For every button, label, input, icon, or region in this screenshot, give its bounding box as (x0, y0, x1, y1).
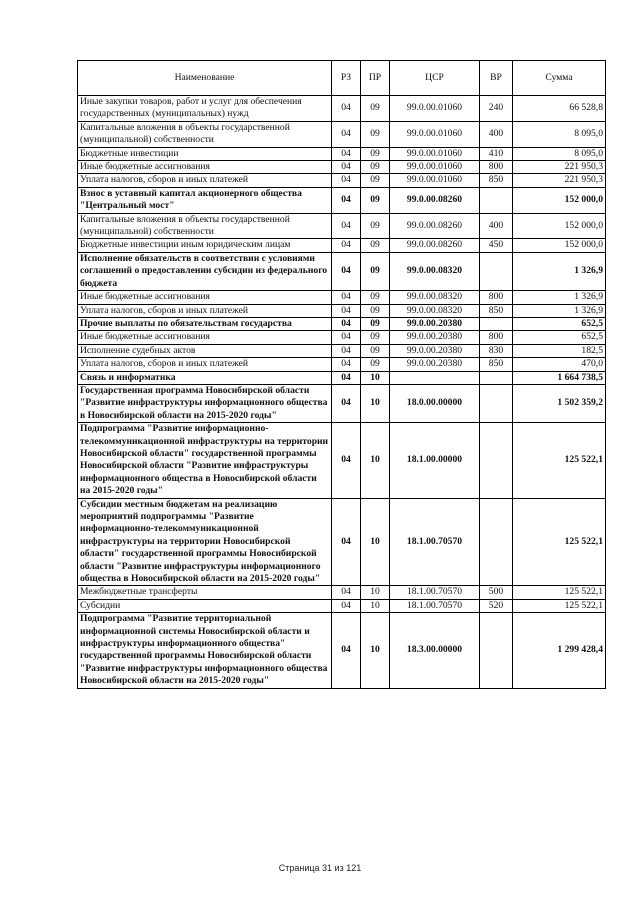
cell-sum: 125 522,1 (513, 498, 606, 586)
cell-csr: 18.1.00.70570 (390, 586, 480, 599)
cell-name: Межбюджетные трансферты (78, 586, 332, 599)
cell-rz: 04 (332, 331, 361, 344)
cell-csr: 18.1.00.00000 (390, 423, 480, 498)
cell-rz: 04 (332, 174, 361, 187)
cell-sum: 125 522,1 (513, 599, 606, 612)
table-body (78, 96, 606, 689)
table-row (78, 423, 606, 498)
cell-name: Уплата налогов, сборов и иных платежей (78, 174, 332, 187)
cell-rz: 04 (332, 121, 361, 147)
cell-pr: 09 (361, 96, 390, 122)
cell-rz: 04 (332, 371, 361, 384)
cell-name: Иные бюджетные ассигнования (78, 161, 332, 174)
cell-rz: 04 (332, 304, 361, 317)
table-row (78, 331, 606, 344)
cell-pr: 09 (361, 252, 390, 290)
cell-vr (480, 423, 513, 498)
cell-name: Связь и информатика (78, 371, 332, 384)
cell-name: Исполнение судебных актов (78, 344, 332, 357)
cell-csr: 99.0.00.08320 (390, 291, 480, 304)
cell-sum: 125 522,1 (513, 586, 606, 599)
cell-name: Бюджетные инвестиции иным юридическим лицам (78, 239, 332, 252)
cell-vr (480, 371, 513, 384)
cell-name: Подпрограмма "Развитие территориальной информационной системы Новосибирской области и инфраструктуры информационного общества" государственной программы Новосибирской области "Развитие инфраструктуры информационного общества Новосибирской области на 2015-2020 годы" (78, 613, 332, 688)
cell-vr: 800 (480, 331, 513, 344)
cell-rz: 04 (332, 358, 361, 371)
cell-pr: 09 (361, 331, 390, 344)
cell-vr: 240 (480, 96, 513, 122)
cell-csr: 18.1.00.70570 (390, 599, 480, 612)
table-row (78, 291, 606, 304)
table-row (78, 498, 606, 586)
cell-csr: 99.0.00.20380 (390, 331, 480, 344)
cell-pr: 09 (361, 317, 390, 330)
cell-pr: 10 (361, 599, 390, 612)
cell-name: Субсидии местным бюджетам на реализацию мероприятий подпрограммы "Развитие информационно-телекоммуникационной инфраструктуры на территории Новосибирской области" государственной программы Новосибирской области "Развитие инфраструктуры информационного общества в Новосибирской области на 2015-2020 годы" (78, 498, 332, 586)
budget-table (77, 60, 606, 689)
header-rz: РЗ (332, 61, 361, 96)
cell-rz: 04 (332, 384, 361, 422)
cell-vr (480, 317, 513, 330)
page-number: Страница 31 из 121 (278, 863, 362, 873)
cell-name: Уплата налогов, сборов и иных платежей (78, 304, 332, 317)
cell-pr: 09 (361, 161, 390, 174)
table-row (78, 613, 606, 688)
cell-sum: 182,5 (513, 344, 606, 357)
cell-name: Иные закупки товаров, работ и услуг для обеспечения государственных (муниципальных) нужд (78, 96, 332, 122)
cell-csr: 99.0.00.08260 (390, 239, 480, 252)
cell-vr: 850 (480, 174, 513, 187)
cell-name: Иные бюджетные ассигнования (78, 291, 332, 304)
cell-rz: 04 (332, 213, 361, 239)
cell-name: Капитальные вложения в объекты государственной (муниципальной) собственности (78, 213, 332, 239)
cell-rz: 04 (332, 187, 361, 213)
cell-rz: 04 (332, 252, 361, 290)
cell-sum: 152 000,0 (513, 187, 606, 213)
cell-pr: 10 (361, 384, 390, 422)
table-row (78, 96, 606, 122)
table-row (78, 239, 606, 252)
cell-csr: 18.3.00.00000 (390, 613, 480, 688)
cell-vr (480, 252, 513, 290)
cell-pr: 09 (361, 358, 390, 371)
table-row (78, 147, 606, 160)
cell-rz: 04 (332, 161, 361, 174)
cell-sum: 221 950,3 (513, 161, 606, 174)
header-sum: Сумма (513, 61, 606, 96)
cell-sum: 152 000,0 (513, 239, 606, 252)
cell-vr: 410 (480, 147, 513, 160)
cell-vr (480, 187, 513, 213)
cell-sum: 652,5 (513, 317, 606, 330)
cell-sum: 1 502 359,2 (513, 384, 606, 422)
cell-vr (480, 498, 513, 586)
cell-sum: 1 326,9 (513, 252, 606, 290)
cell-vr: 500 (480, 586, 513, 599)
cell-sum: 1 299 428,4 (513, 613, 606, 688)
table-row (78, 384, 606, 422)
table-row (78, 304, 606, 317)
cell-csr: 99.0.00.01060 (390, 161, 480, 174)
cell-csr: 99.0.00.01060 (390, 121, 480, 147)
cell-sum: 1 664 738,5 (513, 371, 606, 384)
cell-rz: 04 (332, 344, 361, 357)
cell-name: Бюджетные инвестиции (78, 147, 332, 160)
cell-sum: 125 522,1 (513, 423, 606, 498)
cell-pr: 09 (361, 344, 390, 357)
cell-name: Подпрограмма "Развитие информационно-телекоммуникационной инфраструктуры на территории Новосибирской области" государственной программы Новосибирской области "Развитие инфраструктуры информационного общества в Новосибирской области на 2015-2020 годы" (78, 423, 332, 498)
cell-pr: 10 (361, 613, 390, 688)
cell-csr: 99.0.00.08320 (390, 252, 480, 290)
table-header-row (78, 61, 606, 96)
cell-sum: 1 326,9 (513, 304, 606, 317)
cell-pr: 10 (361, 371, 390, 384)
cell-vr: 830 (480, 344, 513, 357)
cell-rz: 04 (332, 423, 361, 498)
table-row (78, 121, 606, 147)
cell-rz: 04 (332, 317, 361, 330)
cell-sum: 66 528,8 (513, 96, 606, 122)
cell-vr: 520 (480, 599, 513, 612)
cell-csr: 99.0.00.20380 (390, 344, 480, 357)
cell-rz: 04 (332, 239, 361, 252)
header-pr: ПР (361, 61, 390, 96)
cell-rz: 04 (332, 613, 361, 688)
cell-csr: 99.0.00.08320 (390, 304, 480, 317)
cell-sum: 8 095,0 (513, 121, 606, 147)
table-row (78, 586, 606, 599)
table-row (78, 252, 606, 290)
header-vr: ВР (480, 61, 513, 96)
cell-vr: 450 (480, 239, 513, 252)
cell-csr: 18.0.00.00000 (390, 384, 480, 422)
cell-sum: 221 950,3 (513, 174, 606, 187)
cell-name: Уплата налогов, сборов и иных платежей (78, 358, 332, 371)
cell-vr: 400 (480, 121, 513, 147)
cell-name: Иные бюджетные ассигнования (78, 331, 332, 344)
cell-name: Взнос в уставный капитал акционерного общества "Центральный мост" (78, 187, 332, 213)
cell-pr: 09 (361, 291, 390, 304)
cell-sum: 1 326,9 (513, 291, 606, 304)
cell-pr: 10 (361, 586, 390, 599)
cell-pr: 10 (361, 423, 390, 498)
cell-name: Государственная программа Новосибирской области "Развитие инфраструктуры информационного общества в Новосибирской области на 2015-2020 годы" (78, 384, 332, 422)
cell-csr: 99.0.00.20380 (390, 317, 480, 330)
table-row (78, 187, 606, 213)
table-row (78, 174, 606, 187)
cell-vr: 850 (480, 304, 513, 317)
cell-sum: 152 000,0 (513, 213, 606, 239)
header-csr: ЦСР (390, 61, 480, 96)
cell-rz: 04 (332, 147, 361, 160)
cell-csr: 99.0.00.08260 (390, 213, 480, 239)
cell-sum: 8 095,0 (513, 147, 606, 160)
cell-name: Прочие выплаты по обязательствам государства (78, 317, 332, 330)
cell-csr: 99.0.00.20380 (390, 358, 480, 371)
cell-vr: 850 (480, 358, 513, 371)
cell-sum: 470,0 (513, 358, 606, 371)
cell-pr: 09 (361, 121, 390, 147)
cell-csr: 99.0.00.01060 (390, 96, 480, 122)
cell-vr (480, 384, 513, 422)
cell-rz: 04 (332, 291, 361, 304)
table-row (78, 213, 606, 239)
cell-pr: 09 (361, 213, 390, 239)
cell-csr (390, 371, 480, 384)
cell-vr: 400 (480, 213, 513, 239)
cell-vr (480, 613, 513, 688)
cell-csr: 99.0.00.08260 (390, 187, 480, 213)
cell-sum: 652,5 (513, 331, 606, 344)
table-row (78, 344, 606, 357)
cell-csr: 99.0.00.01060 (390, 147, 480, 160)
cell-pr: 10 (361, 498, 390, 586)
table-row (78, 358, 606, 371)
cell-vr: 800 (480, 161, 513, 174)
cell-name: Исполнение обязательств в соответствии с условиями соглашений о предоставлении субсидии из федерального бюджета (78, 252, 332, 290)
cell-name: Субсидии (78, 599, 332, 612)
table-row (78, 371, 606, 384)
table-row (78, 599, 606, 612)
cell-pr: 09 (361, 304, 390, 317)
table-row (78, 161, 606, 174)
cell-rz: 04 (332, 599, 361, 612)
cell-csr: 18.1.00.70570 (390, 498, 480, 586)
table-row (78, 317, 606, 330)
cell-pr: 09 (361, 239, 390, 252)
cell-rz: 04 (332, 498, 361, 586)
cell-pr: 09 (361, 174, 390, 187)
header-name: Наименование (78, 61, 332, 96)
cell-pr: 09 (361, 147, 390, 160)
cell-rz: 04 (332, 96, 361, 122)
cell-name: Капитальные вложения в объекты государственной (муниципальной) собственности (78, 121, 332, 147)
cell-vr: 800 (480, 291, 513, 304)
cell-rz: 04 (332, 586, 361, 599)
cell-pr: 09 (361, 187, 390, 213)
cell-csr: 99.0.00.01060 (390, 174, 480, 187)
